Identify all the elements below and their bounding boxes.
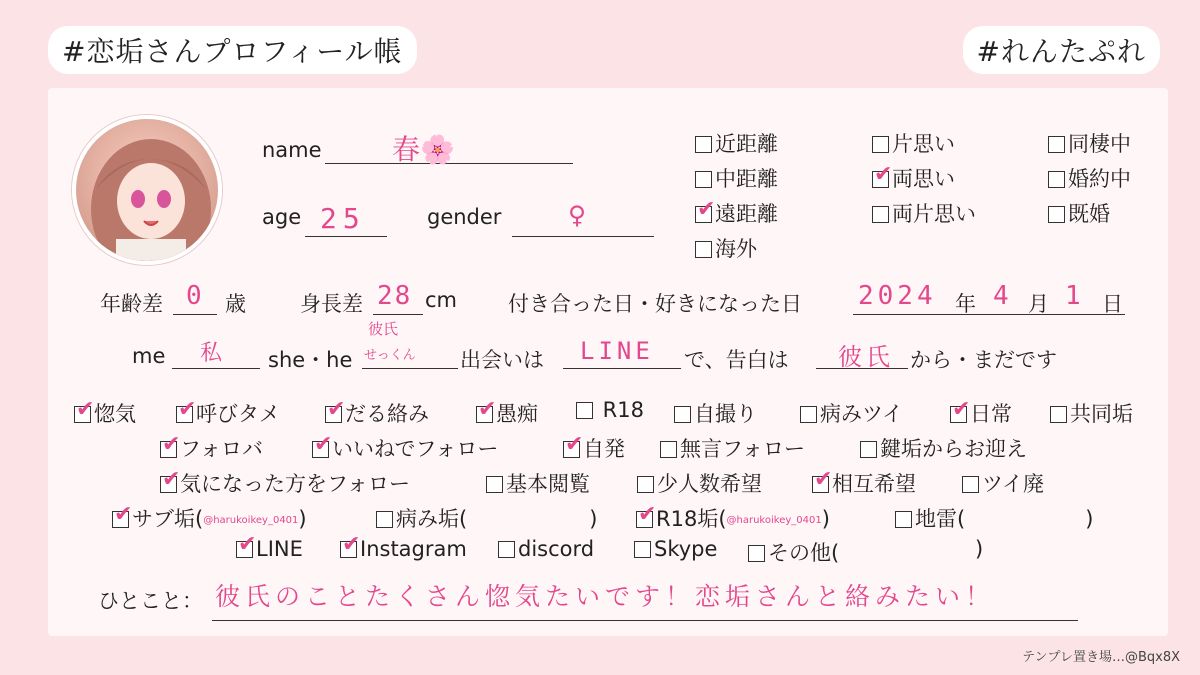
preference-option[interactable] [176, 398, 280, 428]
she-he-value-2: せっくん [364, 348, 416, 363]
preference-label: R18 [596, 398, 644, 422]
me-underline [172, 368, 260, 369]
relation-option[interactable] [695, 198, 778, 228]
relation-label: 片思い [892, 132, 955, 156]
relation-option[interactable] [695, 128, 778, 158]
gender-value: ♀ [568, 198, 587, 233]
contact-option[interactable] [748, 537, 839, 567]
met-suffix: で、告白は [684, 348, 789, 372]
preference-option[interactable] [962, 468, 1044, 498]
met-value: LINE [580, 337, 654, 365]
avatar [72, 115, 222, 265]
relation-label: 婚約中 [1068, 167, 1131, 191]
r18-account-close: ) [821, 507, 830, 531]
date-day: 1 [1065, 281, 1081, 311]
contact-option[interactable] [498, 537, 594, 561]
preference-label: ツイ廃 [982, 472, 1044, 496]
age-value: 25 [320, 202, 366, 235]
preference-checkbox[interactable] [950, 406, 967, 423]
sub-account-close: ) [298, 507, 307, 531]
preference-label: 鍵垢からお迎え [880, 437, 1027, 461]
title-tag: #恋垢さんプロフィール帳 [48, 26, 417, 74]
contact-option[interactable] [236, 537, 303, 561]
relation-label: 近距離 [715, 132, 778, 156]
contact-checkbox[interactable] [748, 545, 765, 562]
contact-option[interactable] [634, 537, 717, 561]
sub-account [112, 503, 307, 533]
met-label: 出会いは [460, 348, 544, 372]
contact-checkbox[interactable] [634, 541, 651, 558]
yami-account [376, 503, 597, 533]
preference-checkbox[interactable] [660, 441, 677, 458]
relation-checkbox[interactable] [872, 136, 889, 153]
date-year: 2024 [858, 281, 937, 311]
date-underline [853, 314, 1125, 315]
date-month: 4 [993, 281, 1009, 311]
relation-checkbox[interactable] [872, 171, 889, 188]
relation-option[interactable] [1048, 128, 1131, 158]
relation-checkbox[interactable] [1048, 171, 1065, 188]
preference-option[interactable] [1050, 398, 1133, 428]
contact-option[interactable] [340, 537, 467, 561]
date-year-unit: 年 [955, 292, 976, 316]
relation-label: 海外 [715, 237, 757, 261]
confess-value: 彼氏 [838, 343, 894, 371]
age-diff-underline [173, 314, 217, 315]
relation-label: 同棲中 [1068, 132, 1131, 156]
jirai-label: 地雷( [915, 507, 966, 531]
jirai-checkbox[interactable] [895, 511, 912, 528]
preference-checkbox[interactable] [637, 476, 654, 493]
relation-option[interactable] [1048, 198, 1110, 228]
me-label: me [132, 344, 166, 368]
date-day-unit: 日 [1102, 292, 1123, 316]
preference-option[interactable] [486, 468, 590, 498]
date-label: 付き合った日・好きになった日 [508, 292, 802, 316]
relation-checkbox[interactable] [695, 136, 712, 153]
preference-option[interactable] [312, 433, 498, 463]
me-value: 私 [200, 341, 223, 366]
she-he-label: she・he [268, 348, 353, 372]
preference-checkbox[interactable] [962, 476, 979, 493]
jirai [895, 503, 1093, 533]
yami-account-close: ) [589, 507, 598, 531]
preference-checkbox[interactable] [486, 476, 503, 493]
preference-label: 相互希望 [832, 472, 916, 496]
preference-label: 少人数希望 [657, 472, 762, 496]
preference-option[interactable] [860, 433, 1027, 463]
preference-option[interactable] [637, 468, 762, 498]
preference-label: 自発 [583, 437, 625, 461]
preference-label: 共同垢 [1070, 402, 1133, 426]
relation-option[interactable] [872, 128, 955, 158]
preference-option[interactable] [950, 398, 1012, 428]
contact-label: Skype [654, 537, 718, 561]
preference-checkbox[interactable] [160, 441, 177, 458]
relation-checkbox[interactable] [695, 171, 712, 188]
relation-checkbox[interactable] [872, 206, 889, 223]
preference-label: フォロバ [180, 437, 263, 461]
preference-label: 日常 [970, 402, 1012, 426]
contact-label: その他( [768, 541, 840, 565]
sub-account-checkbox[interactable] [112, 511, 129, 528]
yami-account-checkbox[interactable] [376, 511, 393, 528]
preference-label: だる絡み [345, 402, 429, 426]
preference-option[interactable] [800, 398, 903, 428]
preference-option[interactable] [74, 398, 136, 428]
contact-checkbox[interactable] [340, 541, 357, 558]
preference-option[interactable] [160, 468, 410, 498]
preference-checkbox[interactable] [576, 402, 593, 419]
r18-account-value: @harukoikey_0401 [726, 515, 822, 526]
name-value: 春🌸 [392, 133, 455, 166]
preference-option[interactable] [812, 468, 916, 498]
credit: テンプレ置き場…@Bqx8X [1022, 650, 1180, 665]
jirai-close: ) [1085, 507, 1094, 531]
preference-label: いいねでフォロー [332, 437, 499, 461]
met-underline [563, 368, 681, 369]
relation-checkbox[interactable] [1048, 136, 1065, 153]
relation-checkbox[interactable] [695, 206, 712, 223]
she-he-value-1: 彼氏 [368, 320, 399, 338]
r18-account [636, 503, 830, 533]
height-diff-unit: cm [425, 288, 458, 312]
comment-label: ひとこと： [98, 589, 203, 613]
relation-option[interactable] [695, 233, 757, 263]
preference-checkbox[interactable] [1050, 406, 1067, 423]
relation-option[interactable] [695, 163, 778, 193]
hashtag-tag: #れんたぷれ [963, 26, 1160, 74]
preference-option[interactable] [563, 433, 625, 463]
contact-label: discord [518, 537, 595, 561]
relation-option[interactable] [872, 163, 955, 193]
r18-account-label: R18垢( [656, 507, 727, 531]
name-label: name [262, 138, 322, 162]
preference-option[interactable] [476, 398, 538, 428]
sub-account-label: サブ垢( [132, 507, 204, 531]
age-underline [305, 236, 387, 237]
relation-label: 中距離 [715, 167, 778, 191]
preference-checkbox[interactable] [74, 406, 91, 423]
gender-label: gender [427, 205, 502, 229]
sub-account-value: @harukoikey_0401 [203, 515, 299, 526]
gender-underline [512, 236, 654, 237]
date-month-unit: 月 [1028, 292, 1049, 316]
she-he-underline [362, 368, 458, 369]
contact-label: Instagram [360, 537, 467, 561]
contacts-close: ) [975, 537, 984, 561]
preference-label: 惚気 [94, 402, 136, 426]
confess-suffix: から・まだです [910, 348, 1057, 372]
height-diff-value: 28 [377, 281, 413, 311]
preference-option[interactable] [325, 398, 429, 428]
preference-checkbox[interactable] [800, 406, 817, 423]
yami-account-label: 病み垢( [396, 507, 468, 531]
relation-label: 両片思い [892, 202, 976, 226]
preference-checkbox[interactable] [312, 441, 329, 458]
relation-label: 既婚 [1068, 202, 1110, 226]
preference-label: 呼びタメ [196, 402, 280, 426]
relation-label: 両思い [892, 167, 955, 191]
preference-option[interactable] [674, 398, 757, 428]
preference-checkbox[interactable] [325, 406, 342, 423]
comment-underline [212, 620, 1078, 621]
height-diff-label: 身長差 [300, 292, 363, 316]
preference-checkbox[interactable] [674, 406, 691, 423]
comment-value: 彼氏のことたくさん惚気たいです！恋垢さんと絡みたい！ [215, 582, 996, 611]
r18-account-checkbox[interactable] [636, 511, 653, 528]
preference-checkbox[interactable] [476, 406, 493, 423]
contact-checkbox[interactable] [498, 541, 515, 558]
height-diff-underline [373, 314, 423, 315]
age-label: age [262, 205, 302, 229]
age-diff-value: 0 [186, 281, 202, 311]
preference-checkbox[interactable] [563, 441, 580, 458]
age-diff-label: 年齢差 [100, 292, 163, 316]
preference-option[interactable] [576, 398, 644, 422]
relation-checkbox[interactable] [1048, 206, 1065, 223]
preference-label: 愚痴 [496, 402, 538, 426]
preference-label: 病みツイ [820, 402, 903, 426]
preference-label: 気になった方をフォロー [180, 472, 410, 496]
age-diff-unit: 歳 [225, 292, 246, 316]
preference-option[interactable] [160, 433, 263, 463]
preference-label: 自撮り [694, 402, 757, 426]
relation-option[interactable] [872, 198, 976, 228]
relation-label: 遠距離 [715, 202, 778, 226]
contact-checkbox[interactable] [236, 541, 253, 558]
preference-checkbox[interactable] [176, 406, 193, 423]
preference-option[interactable] [660, 433, 805, 463]
relation-checkbox[interactable] [695, 241, 712, 258]
preference-label: 基本閲覧 [506, 472, 590, 496]
preference-checkbox[interactable] [812, 476, 829, 493]
relation-option[interactable] [1048, 163, 1131, 193]
preference-checkbox[interactable] [860, 441, 877, 458]
preference-label: 無言フォロー [680, 437, 805, 461]
preference-checkbox[interactable] [160, 476, 177, 493]
contact-label: LINE [256, 537, 303, 561]
